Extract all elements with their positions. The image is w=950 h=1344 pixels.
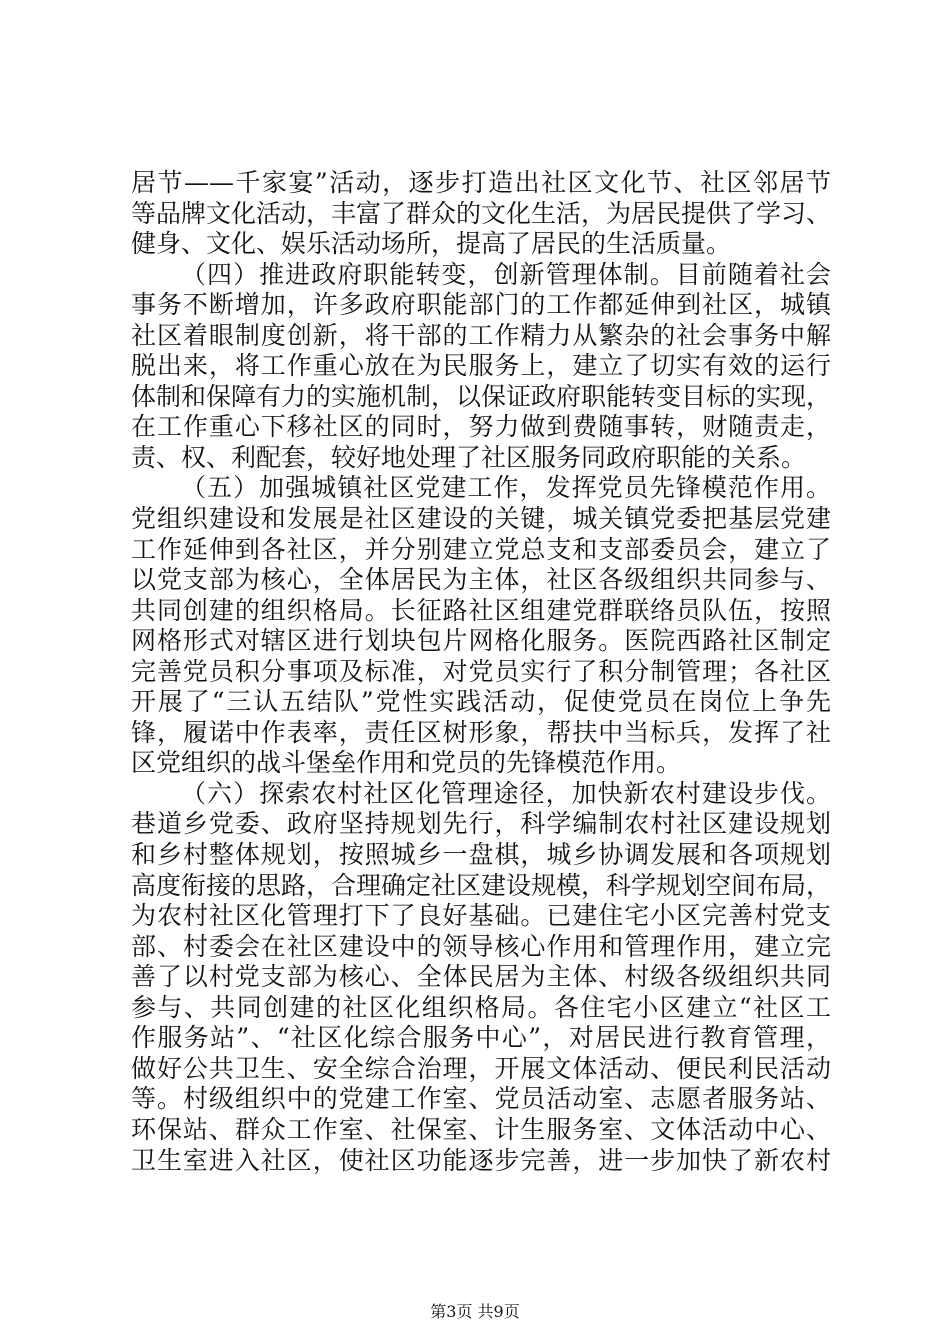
text-line: 为农村社区化管理打下了良好基础。已建住宅小区完善村党支	[131, 901, 831, 931]
text-line: 部、村委会在社区建设中的领导核心作用和管理作用，建立完	[131, 931, 831, 961]
text-line: 参与、共同创建的社区化组织格局。各住宅小区建立“社区工	[131, 992, 831, 1022]
paragraph-heading-line: （六）探索农村社区化管理途径，加快新农村建设步伐。	[181, 778, 831, 808]
text-line: 等品牌文化活动，丰富了群众的文化生活，为居民提供了学习、	[131, 198, 832, 228]
text-line: 巷道乡党委、政府坚持规划先行，科学编制农村社区建设规划	[131, 809, 831, 839]
text-line: 共同创建的组织格局。长征路社区组建党群联络员队伍，按照	[131, 595, 831, 625]
page-number-footer: 第3页 共9页	[430, 1302, 520, 1321]
text-line: 卫生室进入社区，使社区功能逐步完善，进一步加快了新农村	[131, 1145, 831, 1175]
text-line: 锋，履诺中作表率，责任区树形象，帮扶中当标兵，发挥了社	[131, 717, 831, 747]
text-line: 环保站、群众工作室、社保室、计生服务室、文体活动中心、	[131, 1114, 831, 1144]
text-line: 高度衔接的思路，合理确定社区建设规模，科学规划空间布局，	[131, 870, 832, 900]
paragraph-heading-line: （四）推进政府职能转变，创新管理体制。目前随着社会	[181, 259, 831, 289]
text-line: 工作延伸到各社区，并分别建立党总支和支部委员会，建立了	[131, 534, 831, 564]
text-line: 作服务站”、“社区化综合服务中心”，对居民进行教育管理，	[131, 1023, 831, 1053]
document-body	[131, 168, 831, 1176]
text-line: 在工作重心下移社区的同时，努力做到费随事转，财随责走，	[131, 412, 831, 442]
text-line: 体制和保障有力的实施机制，以保证政府职能转变目标的实现，	[131, 381, 832, 411]
text-line: 和乡村整体规划，按照城乡一盘棋，城乡协调发展和各项规划	[131, 840, 831, 870]
text-line: 善了以村党支部为核心、全体民居为主体、村级各级组织共同	[131, 962, 831, 992]
text-line: 做好公共卫生、安全综合治理，开展文体活动、便民利民活动	[131, 1053, 831, 1083]
text-line: 等。村级组织中的党建工作室、党员活动室、志愿者服务站、	[131, 1084, 831, 1114]
text-line: 社区着眼制度创新，将干部的工作精力从繁杂的社会事务中解	[131, 320, 831, 350]
text-line: 区党组织的战斗堡垒作用和党员的先锋模范作用。	[131, 748, 682, 778]
text-line: 居节——千家宴”活动，逐步打造出社区文化节、社区邻居节	[131, 168, 831, 197]
text-line: 事务不断增加，许多政府职能部门的工作都延伸到社区，城镇	[131, 290, 831, 320]
text-line: 党组织建设和发展是社区建设的关键，城关镇党委把基层党建	[131, 504, 831, 534]
text-line: 责、权、利配套，较好地处理了社区服务同政府职能的关系。	[131, 442, 807, 472]
text-line: 以党支部为核心，全体居民为主体，社区各级组织共同参与、	[131, 565, 831, 595]
text-line: 脱出来，将工作重心放在为民服务上，建立了切实有效的运行	[131, 351, 831, 381]
text-line: 健身、文化、娱乐活动场所，提高了居民的生活质量。	[131, 229, 732, 259]
paragraph-heading-line: （五）加强城镇社区党建工作，发挥党员先锋模范作用。	[181, 473, 831, 503]
text-line: 开展了“三认五结队”党性实践活动，促使党员在岗位上争先	[131, 687, 831, 717]
text-line: 网格形式对辖区进行划块包片网格化服务。医院西路社区制定	[131, 626, 831, 656]
text-line: 完善党员积分事项及标准，对党员实行了积分制管理；各社区	[131, 656, 831, 686]
